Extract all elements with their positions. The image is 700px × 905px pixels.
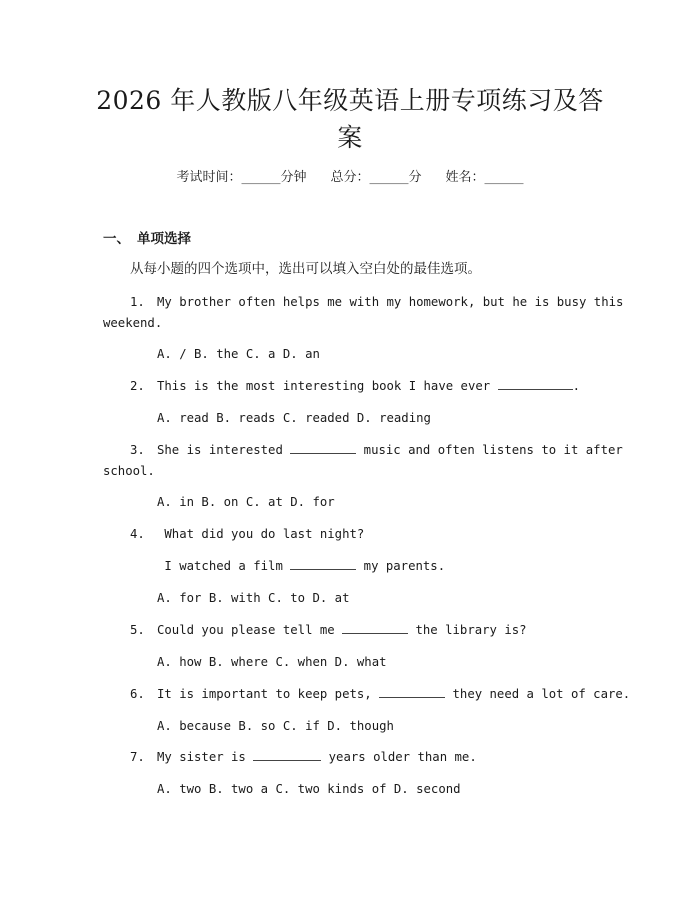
question-5	[130, 620, 527, 640]
question-4-line-2	[157, 556, 445, 576]
question-7-options: A. two B. two a C. two kinds of D. second	[157, 782, 461, 796]
question-text: My sister is	[157, 750, 254, 764]
question-5-options: A. how B. where C. when D. what	[157, 655, 387, 669]
question-2-options: A. read B. reads C. readed D. reading	[157, 411, 431, 425]
document-title-line-1: 2026 年人教版八年级英语上册专项练习及答	[96, 86, 604, 115]
question-text-end: years older than me.	[321, 750, 477, 764]
question-6	[130, 684, 630, 704]
question-text-end: my parents.	[356, 559, 446, 573]
question-text: She is interested	[157, 443, 291, 457]
question-2	[130, 376, 580, 396]
question-number: 2.	[130, 379, 145, 393]
question-3	[130, 440, 623, 460]
question-text-end: music and often listens to it after	[356, 443, 623, 457]
question-number: 3.	[130, 443, 145, 457]
question-1-continuation: weekend.	[103, 316, 163, 330]
question-text: It is important to keep pets,	[157, 687, 380, 701]
question-text: This is the most interesting book I have ever	[157, 379, 498, 393]
question-text-end: .	[572, 379, 580, 393]
question-number: 5.	[130, 623, 145, 637]
question-7	[130, 747, 477, 767]
question-4	[130, 524, 364, 544]
question-text: What did you do last night?	[157, 527, 365, 541]
answer-blank	[379, 684, 445, 698]
question-text: Could you please tell me	[157, 623, 343, 637]
question-3-options: A. in B. on C. at D. for	[157, 495, 335, 509]
document-title-line-2: 案	[337, 123, 363, 152]
section-heading	[103, 229, 191, 249]
question-number: 1.	[130, 295, 145, 309]
question-number: 7.	[130, 750, 145, 764]
answer-blank	[253, 747, 321, 761]
question-number: 4.	[130, 527, 145, 541]
section-instruction: 从每小题的四个选项中，选出可以填入空白处的最佳选项。	[130, 261, 481, 277]
question-6-options: A. because B. so C. if D. though	[157, 719, 394, 733]
total-score-label: 总分：______分	[330, 170, 422, 185]
answer-blank	[290, 440, 356, 454]
question-1	[130, 292, 623, 312]
answer-blank	[290, 556, 356, 570]
question-number: 6.	[130, 687, 145, 701]
section-number: 一、	[103, 231, 130, 247]
section-title: 单项选择	[137, 231, 191, 247]
question-text-end: the library is?	[408, 623, 527, 637]
answer-blank	[498, 376, 573, 390]
question-text-end: they need a lot of care.	[445, 687, 631, 701]
exam-meta	[0, 168, 700, 188]
question-1-options: A. / B. the C. a D. an	[157, 347, 320, 361]
question-3-continuation: school.	[103, 464, 155, 478]
question-4-options: A. for B. with C. to D. at	[157, 591, 350, 605]
exam-time-label: 考试时间：______分钟	[176, 170, 307, 185]
student-name-label: 姓名：______	[445, 170, 524, 185]
question-text: My brother often helps me with my homework, but he is busy this	[157, 295, 624, 309]
answer-blank	[342, 620, 408, 634]
question-text: I watched a film	[157, 559, 291, 573]
